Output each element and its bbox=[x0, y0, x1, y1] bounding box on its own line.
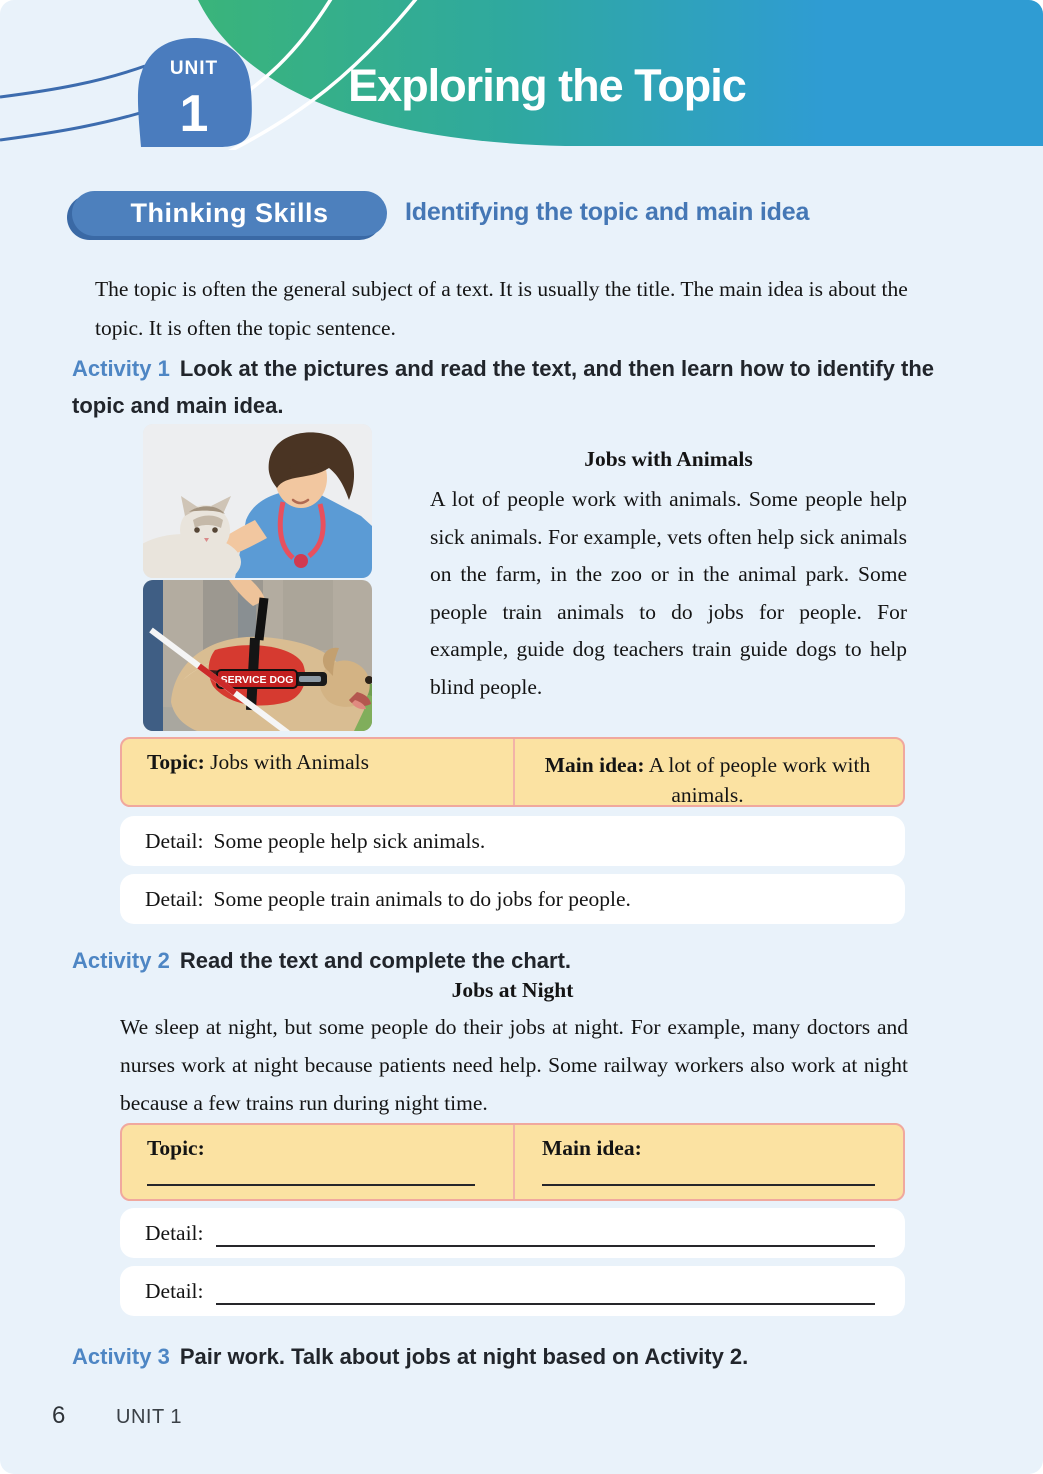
page-title: Exploring the Topic bbox=[348, 60, 746, 111]
detail-label: Detail: bbox=[145, 828, 204, 853]
activity1-heading bbox=[72, 350, 940, 424]
thinking-skills-subtitle: Identifying the topic and main idea bbox=[405, 198, 810, 226]
detail-value: Some people train animals to do jobs for people. bbox=[213, 886, 631, 911]
vet-with-cat-illustration bbox=[143, 424, 372, 578]
passage2-body: We sleep at night, but some people do their jobs at night. For example, many doctors and nurses work at night because patients need help. Some railway workers also work at night because a few trains run during night time. bbox=[120, 1015, 908, 1115]
detail-answer-line[interactable] bbox=[216, 1219, 875, 1247]
activity1-main-idea-cell bbox=[515, 739, 903, 805]
activity3-label: Activity 3 bbox=[72, 1344, 170, 1369]
main-idea-value: A lot of people work with animals. bbox=[648, 753, 871, 807]
footer-unit-label: UNIT 1 bbox=[116, 1406, 182, 1428]
vet-with-cat-photo bbox=[143, 424, 372, 578]
activity2-instruction: Read the text and complete the chart. bbox=[179, 948, 572, 973]
activity1-chart bbox=[120, 737, 905, 807]
activity2-heading bbox=[72, 942, 940, 979]
detail-label: Detail: bbox=[145, 1220, 204, 1245]
passage1-body: A lot of people work with animals. Some people help sick animals. For example, vets often help sick animals on the farm, in the zoo or in the animal park. Some people train animals to do jobs for people. For example, guide dog teachers train guide dogs to help blind people. bbox=[430, 487, 907, 699]
activity3-instruction: Pair work. Talk about jobs at night based on Activity 2. bbox=[179, 1344, 749, 1369]
activity2-label: Activity 2 bbox=[72, 948, 170, 973]
activity2-chart bbox=[120, 1123, 905, 1201]
blue-curve-1 bbox=[0, 66, 145, 97]
vest-label: SERVICE DOG bbox=[220, 674, 294, 686]
blue-curve-2 bbox=[0, 110, 150, 140]
unit-badge-label: UNIT bbox=[169, 58, 219, 79]
main-idea-label: Main idea: bbox=[542, 1136, 642, 1160]
page-number: 6 bbox=[52, 1402, 66, 1429]
main-idea-label: Main idea: bbox=[544, 753, 645, 777]
thinking-skills-badge bbox=[72, 191, 387, 236]
topic-answer-line[interactable] bbox=[147, 1184, 475, 1186]
unit-badge-number: 1 bbox=[179, 85, 209, 143]
detail-answer-line[interactable] bbox=[216, 1277, 875, 1305]
activity1-label: Activity 1 bbox=[72, 356, 170, 381]
topic-label: Topic: bbox=[147, 750, 205, 774]
thinking-skills-badge-label: Thinking Skills bbox=[130, 198, 329, 228]
main-idea-answer-line[interactable] bbox=[542, 1184, 875, 1186]
service-dog-photo bbox=[143, 580, 372, 731]
intro-paragraph: The topic is often the general subject of a text. It is usually the title. The main idea is about the topic. It is often the topic sentence. bbox=[95, 277, 908, 340]
topic-label: Topic: bbox=[147, 1136, 205, 1160]
activity2-detail-row-2 bbox=[120, 1266, 905, 1316]
activity1-topic-cell bbox=[122, 739, 515, 805]
detail-value: Some people help sick animals. bbox=[213, 828, 486, 853]
passage2-title: Jobs at Night bbox=[451, 978, 574, 1002]
activity1-detail-row-1 bbox=[120, 816, 905, 866]
activity3-heading bbox=[72, 1338, 972, 1375]
activity1-instruction: Look at the pictures and read the text, and then learn how to identify the topic and main idea. bbox=[72, 356, 935, 418]
service-dog-illustration bbox=[143, 580, 372, 731]
topic-value: Jobs with Animals bbox=[210, 750, 370, 774]
activity2-topic-cell bbox=[122, 1125, 515, 1199]
activity1-detail-row-2 bbox=[120, 874, 905, 924]
detail-label: Detail: bbox=[145, 1278, 204, 1303]
activity2-detail-row-1 bbox=[120, 1208, 905, 1258]
activity2-main-idea-cell bbox=[515, 1125, 903, 1199]
passage1-title: Jobs with Animals bbox=[584, 447, 753, 471]
detail-label: Detail: bbox=[145, 886, 204, 911]
